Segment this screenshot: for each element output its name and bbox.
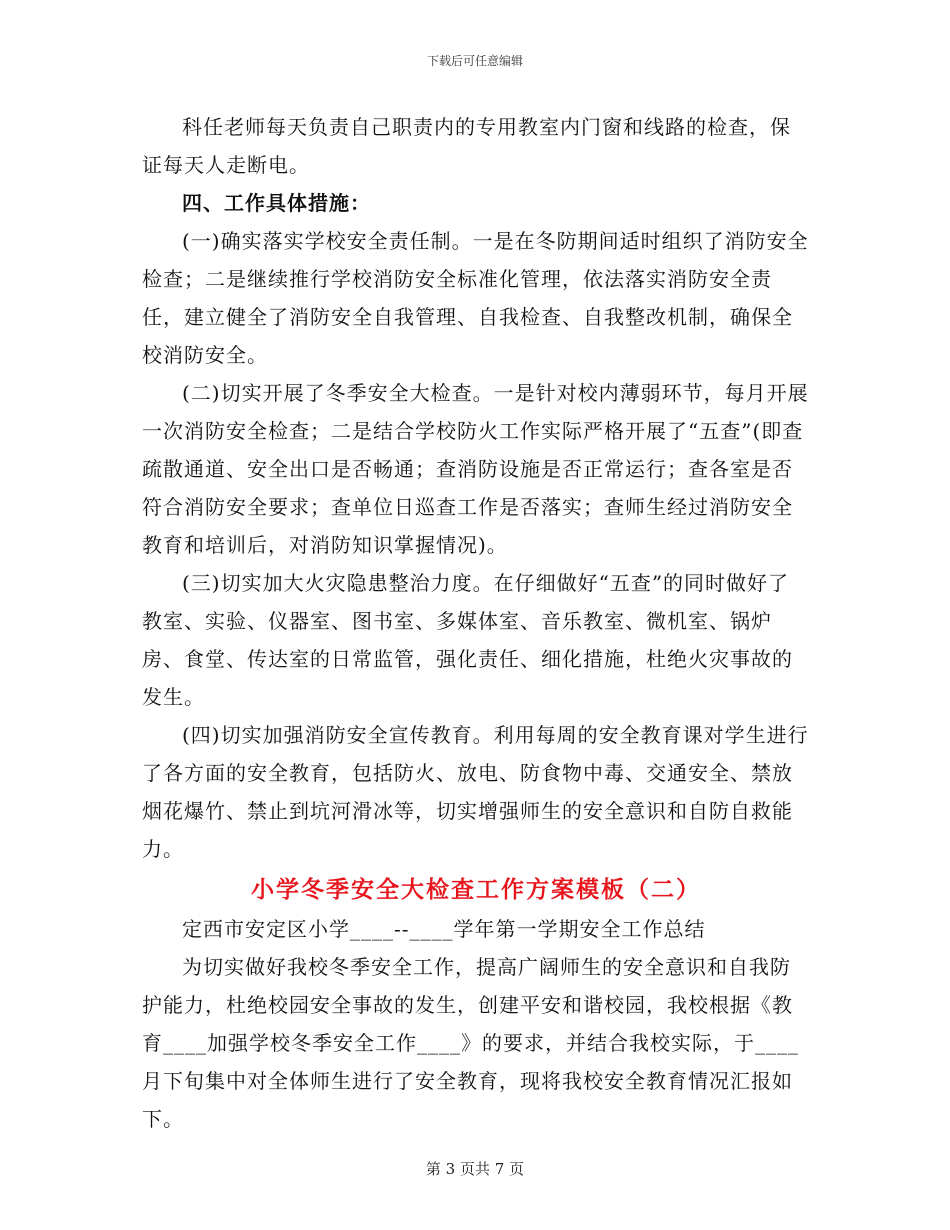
paragraph-teacher-check: 科任老师每天负责自己职责内的专用教室内门窗和线路的检查，保证每天人走断电。 (142, 115, 791, 177)
page-footer: 第 3 页共 7 页 (425, 1160, 525, 1178)
paragraph-measure-3: (三)切实加大火灾隐患整治力度。在仔细做好“五查”的同时做好了教室、实验、仪器室、图书室、多媒体室、音乐教室、微机室、锅炉房、食堂、传达室的日常监管，强化责任、细化措施，杜绝火灾事故的发生。 (142, 571, 793, 709)
paragraph-measure-1: (一)确实落实学校安全责任制。一是在冬防期间适时组织了消防安全检查；二是继续推行学校消防安全标准化管理，依法落实消防安全责任，建立健全了消防安全自我管理、自我检查、自我整改机制，确保全校消防安全。 (142, 229, 809, 367)
paragraph-intro: 为切实做好我校冬季安全工作，提高广阔师生的安全意识和自我防护能力，杜绝校园安全事故的发生，创建平安和谐校园，我校根据《教育____加强学校冬季安全工作____》的要求，并结合我校实际，于____月下旬集中对全体师生进行了安全教育，现将我校安全教育情况汇报如下。 (142, 955, 799, 1131)
paragraph-measure-4: (四)切实加强消防安全宣传教育。利用每周的安全教育课对学生进行了各方面的安全教育，包括防火、放电、防食物中毒、交通安全、禁放烟花爆竹、禁止到坑河滑冰等，切实增强师生的安全意识和自防自救能力。 (142, 723, 809, 861)
section-heading-measures: 四、工作具体措施： (182, 191, 371, 215)
document-body (142, 108, 810, 1138)
page-header: 下载后可任意编辑 (426, 54, 523, 68)
paragraph-measure-2: (二)切实开展了冬季安全大检查。一是针对校内薄弱环节，每月开展一次消防安全检查；二是结合学校防火工作实际严格开展了“五查”(即查疏散通道、安全出口是否畅通；查消防设施是否正常运行；查各室是否符合消防安全要求；查单位日巡查工作是否落实；查师生经过消防安全教育和培训后，对消防知识掌握情况)。 (142, 381, 809, 557)
document-title-2: 小学冬季安全大检查工作方案模板（二） (251, 877, 701, 903)
paragraph-summary-title: 定西市安定区小学____--____学年第一学期安全工作总结 (182, 917, 706, 941)
